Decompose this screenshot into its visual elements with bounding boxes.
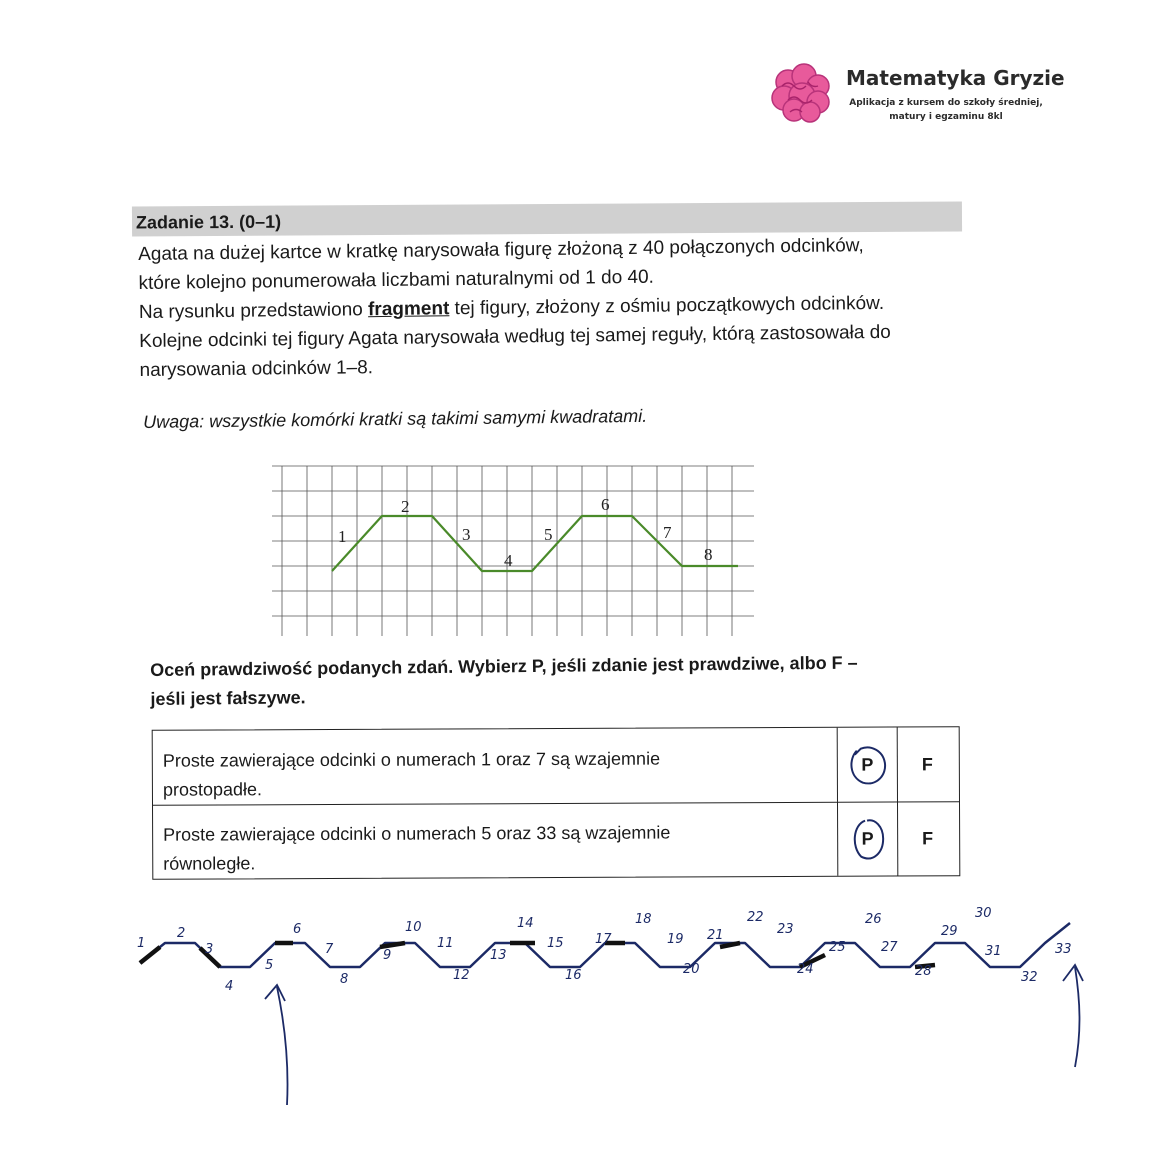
sketch-labels <box>137 906 1072 994</box>
statement-2-line-2: równoległe. <box>163 853 256 874</box>
statement-1-p-label: P <box>861 754 874 775</box>
figure-polyline <box>332 516 738 571</box>
instruction-line-2: jeśli jest fałszywe. <box>150 687 306 709</box>
task-line-4: Kolejne odcinki tej figury Agata narysowała według tej samej reguły, którą zastosowała do <box>139 321 891 352</box>
statement-2-line-1: Proste zawierające odcinki o numerach 5 oraz 33 są wzajemnie <box>163 822 671 845</box>
sketch-label-21: 21 <box>707 928 724 943</box>
sketch-label-31: 31 <box>985 944 1002 959</box>
figure-label-7: 7 <box>663 523 672 542</box>
task-note: Uwaga: wszystkie komórki kratki są takimi samymi kwadratami. <box>143 405 648 432</box>
statement-2-true-option[interactable] <box>837 802 897 876</box>
grid-lines <box>272 466 754 636</box>
sketch-label-32: 32 <box>1021 970 1038 985</box>
sketch-label-17: 17 <box>595 932 612 947</box>
figure-label-4: 4 <box>504 551 513 570</box>
sketch-label-3: 3 <box>205 942 214 957</box>
sketch-label-33: 33 <box>1055 942 1072 957</box>
statement-2-f-label: F <box>922 828 934 849</box>
figure-label-8: 8 <box>704 545 713 564</box>
figure-label-6: 6 <box>601 495 610 514</box>
statement-1-line-2: prostopadłe. <box>162 779 263 800</box>
statement-2-false-option[interactable] <box>897 801 957 875</box>
sketch-label-27: 27 <box>881 940 898 955</box>
statement-1-text <box>163 744 823 805</box>
task-line-3-start: Na rysunku przedstawiono <box>138 299 369 323</box>
sketch-label-8: 8 <box>340 972 349 987</box>
figure-label-3: 3 <box>462 525 471 544</box>
sketch-label-29: 29 <box>941 924 958 939</box>
sketch-label-26: 26 <box>865 912 882 927</box>
sketch-label-11: 11 <box>437 936 454 951</box>
sketch-label-2: 2 <box>177 926 186 941</box>
sketch-label-9: 9 <box>383 948 392 963</box>
sketch-label-12: 12 <box>453 968 470 983</box>
arrow-up-icon <box>265 985 288 1105</box>
statement-1-line-1: Proste zawierające odcinki o numerach 1 oraz 7 są wzajemnie <box>162 748 661 771</box>
task-line-2: które kolejno ponumerowała liczbami naturalnymi od 1 do 40. <box>138 266 655 294</box>
task-text <box>138 230 940 385</box>
logo-title: Matematyka Gryzie <box>846 66 1065 90</box>
fragment-keyword: fragment <box>367 298 450 321</box>
figure-label-5: 5 <box>544 525 553 544</box>
statement-1-true-option[interactable] <box>837 728 897 802</box>
sketch-label-25: 25 <box>829 940 846 955</box>
statement-row-2 <box>153 801 959 879</box>
handwritten-sketch <box>125 895 1105 1115</box>
brain-icon <box>768 62 834 128</box>
sketch-arrows <box>265 965 1083 1105</box>
sketch-label-1: 1 <box>137 936 146 951</box>
grid-figure <box>268 456 768 646</box>
sketch-label-22: 22 <box>747 910 764 925</box>
sketch-label-7: 7 <box>325 942 334 957</box>
task-line-3-end: tej figury, złożony z ośmiu początkowych odcinków. <box>449 292 885 320</box>
sketch-label-24: 24 <box>797 962 814 977</box>
sketch-label-6: 6 <box>293 922 302 937</box>
task-header-label: Zadanie 13. (0–1) <box>135 211 282 233</box>
true-false-table <box>152 726 961 880</box>
sketch-label-10: 10 <box>405 920 422 935</box>
logo-subtitle: Aplikacja z kursem do szkoły średniej, matury i egzaminu 8kl <box>849 98 1043 122</box>
statement-2-text <box>163 818 823 879</box>
statement-1-f-label: F <box>921 754 933 775</box>
sketch-label-28: 28 <box>915 964 932 979</box>
task-line-1: Agata na dużej kartce w kratkę narysowała figurę złożoną z 40 połączonych odcinków, <box>138 235 864 265</box>
sketch-label-14: 14 <box>517 916 534 931</box>
instruction-line-1: Oceń prawdziwość podanych zdań. Wybierz P, jeśli zdanie jest prawdziwe, albo F – <box>150 652 858 680</box>
sketch-label-15: 15 <box>547 936 564 951</box>
statement-1-false-option[interactable] <box>897 727 957 801</box>
statement-row-1 <box>153 727 959 806</box>
sketch-label-19: 19 <box>667 932 684 947</box>
sketch-label-18: 18 <box>635 912 652 927</box>
sketch-label-20: 20 <box>683 962 700 977</box>
sketch-label-13: 13 <box>490 948 507 963</box>
sketch-label-23: 23 <box>777 922 794 937</box>
statement-2-p-label: P <box>861 828 874 849</box>
sketch-label-16: 16 <box>565 968 582 983</box>
arrow-up-icon <box>1063 965 1083 1067</box>
task-line-5: narysowania odcinków 1–8. <box>139 357 374 381</box>
sketch-label-30: 30 <box>975 906 992 921</box>
instruction <box>150 648 951 714</box>
figure-label-1: 1 <box>338 527 347 546</box>
logo <box>768 62 1068 132</box>
sketch-label-4: 4 <box>225 979 234 994</box>
figure-label-2: 2 <box>401 497 410 516</box>
sketch-label-5: 5 <box>265 958 274 973</box>
